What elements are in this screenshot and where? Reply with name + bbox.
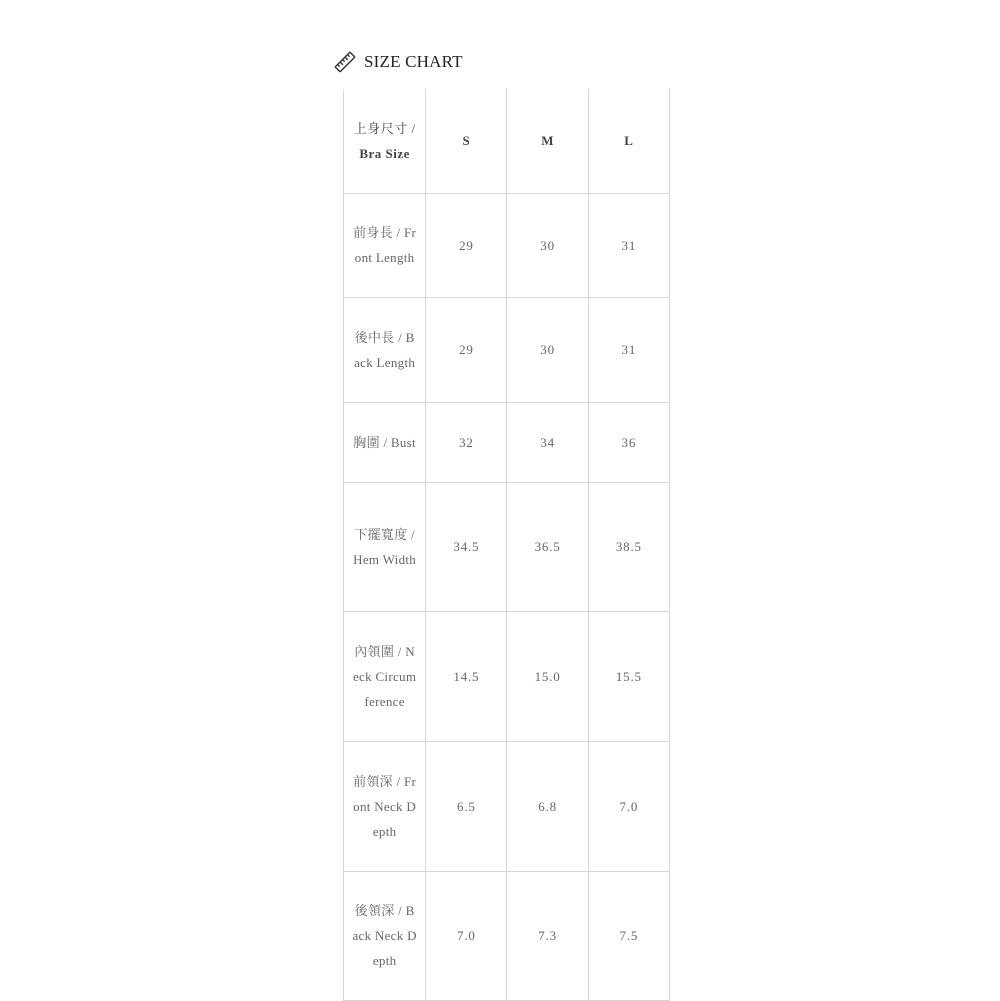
size-chart-heading [333, 50, 463, 74]
table-cell: 15.0 [507, 611, 588, 741]
table-cell: 30 [507, 297, 588, 402]
header-size-l: L [588, 89, 669, 193]
header-size-s: S [426, 89, 507, 193]
row-label: 胸圍 / Bust [344, 402, 426, 482]
table-row [344, 402, 670, 482]
row-label: 前領深 / Front Neck Depth [344, 741, 426, 871]
table-row [344, 193, 670, 297]
page-title: SIZE CHART [364, 52, 463, 71]
ruler-icon [333, 50, 357, 74]
table-cell: 6.8 [507, 741, 588, 871]
table-header-row [344, 89, 670, 193]
row-label: 內領圍 / Neck Circumference [344, 611, 426, 741]
table-row [344, 297, 670, 402]
row-label: 前身長 / Front Length [344, 193, 426, 297]
table-cell: 14.5 [426, 611, 507, 741]
header-label-cell [344, 89, 426, 193]
row-label: 下擺寬度 / Hem Width [344, 482, 426, 611]
table-cell: 7.3 [507, 871, 588, 1000]
table-cell: 31 [588, 297, 669, 402]
row-label: 後中長 / Back Length [344, 297, 426, 402]
table-row [344, 871, 670, 1000]
header-size-m: M [507, 89, 588, 193]
header-label-en: Bra Size [359, 145, 410, 161]
table-row [344, 741, 670, 871]
table-cell: 29 [426, 193, 507, 297]
table-row [344, 611, 670, 741]
table-cell: 31 [588, 193, 669, 297]
table-cell: 30 [507, 193, 588, 297]
header-label-zh: 上身尺寸 / [353, 120, 416, 136]
table-cell: 34 [507, 402, 588, 482]
table-cell: 15.5 [588, 611, 669, 741]
size-chart-table [343, 89, 670, 1001]
table-cell: 36 [588, 402, 669, 482]
table-row [344, 482, 670, 611]
table-cell: 6.5 [426, 741, 507, 871]
table-cell: 32 [426, 402, 507, 482]
table-cell: 7.0 [588, 741, 669, 871]
table-cell: 34.5 [426, 482, 507, 611]
row-label: 後領深 / Back Neck Depth [344, 871, 426, 1000]
table-cell: 36.5 [507, 482, 588, 611]
table-cell: 38.5 [588, 482, 669, 611]
table-cell: 7.5 [588, 871, 669, 1000]
table-cell: 7.0 [426, 871, 507, 1000]
table-cell: 29 [426, 297, 507, 402]
